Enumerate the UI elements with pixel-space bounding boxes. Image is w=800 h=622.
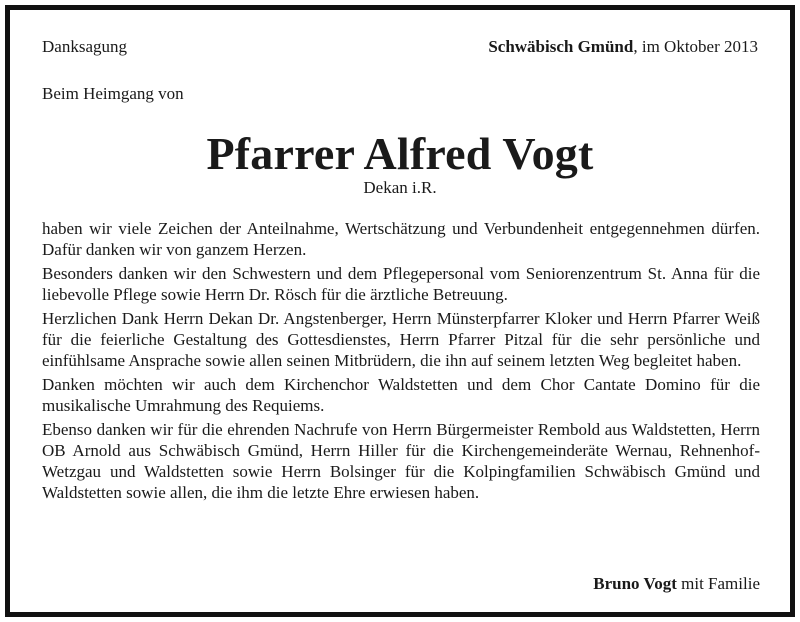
place-name: Schwäbisch Gmünd: [488, 37, 634, 56]
intro-line: Beim Heimgang von: [42, 84, 184, 103]
deceased-title: Dekan i.R.: [363, 178, 437, 197]
signature-suffix: mit Familie: [676, 574, 760, 593]
paragraph: Herzlichen Dank Herrn Dekan Dr. Angstenberger, Herrn Münsterpfarrer Kloker und Herrn Pfarrer Weiß für die feierliche Gestaltung des Gottesdienstes, Herrn Pfarrer Pitzal für die sehr persönliche und einfühlsame Ansprache sowie allen seinen Mitbrüdern, die ihn auf seinem letzten Weg begleitet haben.: [42, 309, 760, 370]
paragraph: Ebenso danken wir für die ehrenden Nachrufe von Herrn Bürgermeister Rembold aus Waldstetten, Herrn OB Arnold aus Schwäbisch Gmünd, Herrn Hiller für die Kirchengemeinderäte Wernau, Rehnenhof-Wetzgau und Waldstetten sowie Herrn Bolsinger für die Kolpingfamilien Schwäbisch Gmünd und Waldstetten sowie allen, die ihm die letzte Ehre erwiesen haben.: [42, 420, 760, 502]
paragraph: Danken möchten wir auch dem Kirchenchor Waldstetten und dem Chor Cantate Domino für die musikalische Umrahmung des Requiems.: [42, 375, 760, 415]
deceased-name: Pfarrer Alfred Vogt: [206, 128, 594, 179]
notice-type-label: Danksagung: [42, 37, 127, 56]
notice-frame: [5, 5, 795, 617]
paragraph: haben wir viele Zeichen der Anteilnahme, Wertschätzung und Verbundenheit entgegennehmen dürfen. Dafür danken wir von ganzem Herzen.: [42, 219, 760, 259]
signature: [593, 574, 760, 594]
notice-body: [42, 218, 760, 506]
place-and-date: [488, 37, 758, 57]
paragraph: Besonders danken wir den Schwestern und dem Pflegepersonal vom Seniorenzentrum St. Anna für die liebevolle Pflege sowie Herrn Dr. Rösch für die ärztliche Betreuung.: [42, 264, 760, 304]
date-text: , im Oktober 2013: [633, 37, 758, 56]
signature-name: Bruno Vogt: [593, 574, 677, 593]
